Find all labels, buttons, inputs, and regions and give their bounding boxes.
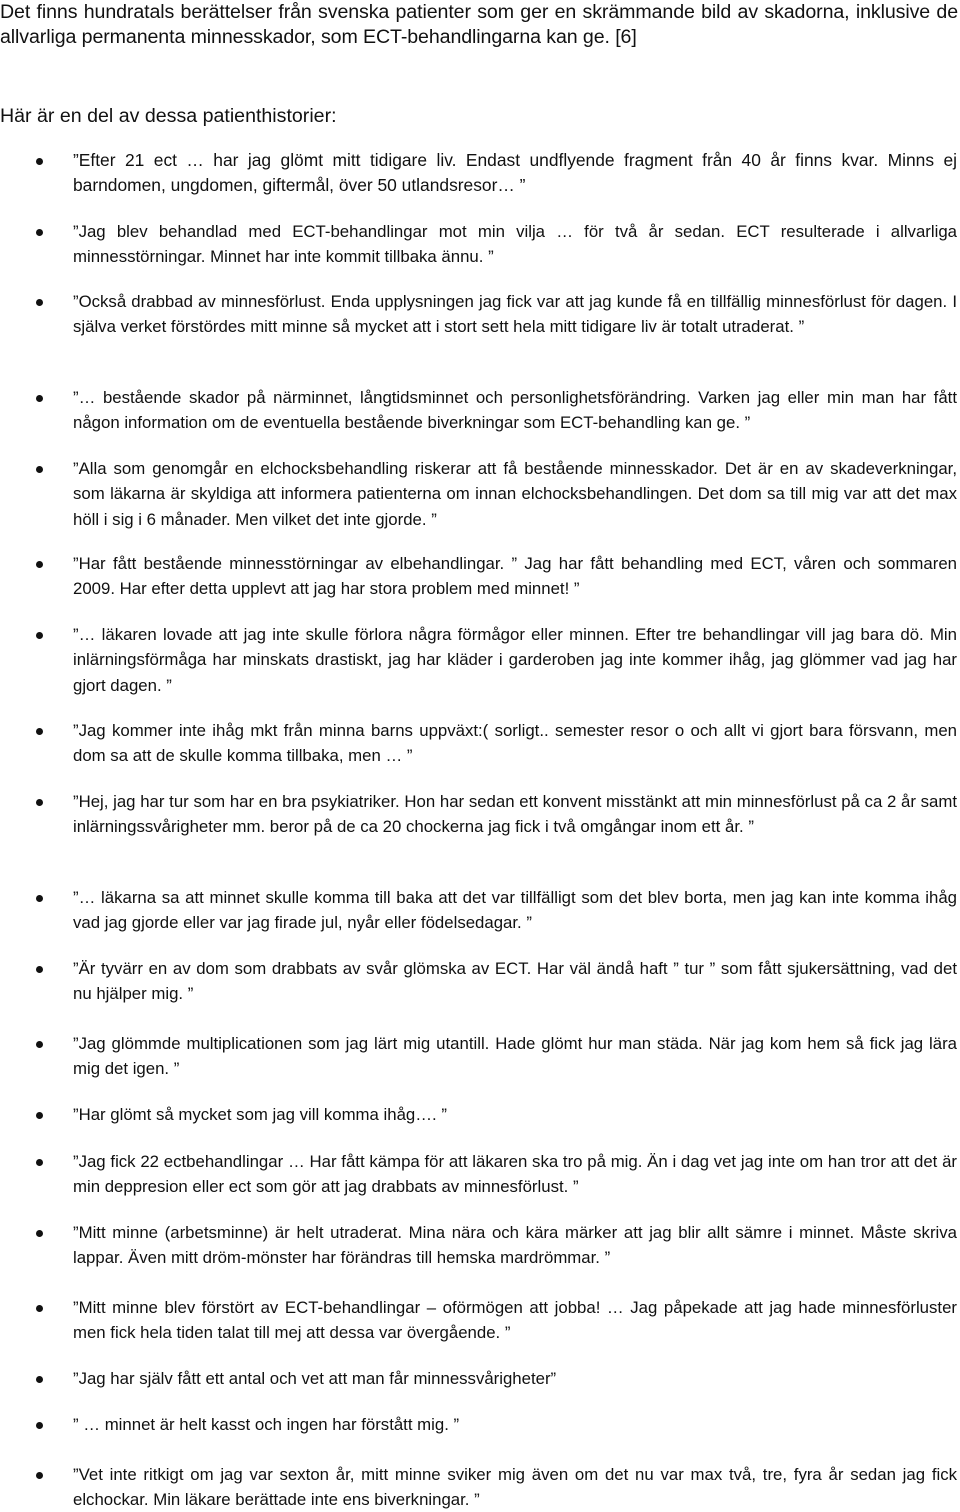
story-text: ”Jag glömmde multiplicationen som jag lärt mig utantill. Hade glömt hur man städa. När jag kom hem så fick jag lära mig det igen. ” (73, 1034, 957, 1079)
bullet-icon (36, 395, 43, 402)
bullet-icon (36, 966, 43, 973)
story-text: ”Har fått bestående minnesstörningar av elbehandlingar. ” Jag har fått behandling med ECT, våren och sommaren 2009. Har efter detta upplevt att jag har stora problem med minnet! ” (73, 554, 957, 599)
bullet-icon (36, 728, 43, 735)
story-text: ”Också drabbad av minnesförlust. Enda upplysningen jag fick var att jag kunde få en tillfällig minnesförlust för dagen. I själva verket förstördes mitt minne så mycket att i stort sett hela mitt tidigare liv är totalt utraderat. ” (73, 292, 957, 337)
bullet-icon (36, 1472, 43, 1479)
bullet-icon (36, 1112, 43, 1119)
story-text: ”… bestående skador på närminnet, långtidsminnet och personlighetsförändring. Varken jag eller min man har fått någon information om de eventuella bestående biverkningar som ECT-behandling kan ge. ” (73, 388, 957, 433)
bullet-icon (36, 1376, 43, 1383)
story-text: ”Har glömt så mycket som jag vill komma ihåg…. ” (73, 1105, 447, 1124)
story-text: ”Vet inte ritkigt om jag var sexton år, mitt minne sviker mig även om det nu var max två, tre, fyra år sedan jag fick elchockar. Min läkare berättade inte ens biverkningar. ” (73, 1465, 957, 1510)
bullet-icon (36, 895, 43, 902)
story-text: ”Jag fick 22 ectbehandlingar … Har fått kämpa för att läkaren ska tro på mig. Än i dag vet jag inte om han tror att det är min deppresion eller ect som gör att jag drabbats av minnesförlust. ” (73, 1152, 957, 1197)
bullet-icon (36, 229, 43, 236)
bullet-icon (36, 799, 43, 806)
bullet-icon (36, 632, 43, 639)
story-text: ”Jag kommer inte ihåg mkt från minna barns uppväxt:( sorligt.. semester resor o och allt vi gjort bara försvann, men dom sa att de skulle komma tillbaka, men … ” (73, 721, 957, 766)
story-text: ”Jag blev behandlad med ECT-behandlingar mot min vilja … för två år sedan. ECT resulterade i allvarliga minnesstörningar. Minnet har inte kommit tillbaka ännu. ” (73, 222, 957, 267)
section-heading: Här är en del av dessa patienthistorier: (0, 105, 337, 127)
bullet-icon (36, 158, 43, 165)
story-text: ”Mitt minne blev förstört av ECT-behandlingar – oförmögen att jobba! … Jag påpekade att jag hade minnesförluster men fick hela tiden talat till mej att dessa var övergående. ” (73, 1298, 957, 1343)
bullet-icon (36, 561, 43, 568)
bullet-icon (36, 1305, 43, 1312)
story-text: ” … minnet är helt kasst och ingen har förstått mig. ” (73, 1415, 460, 1434)
story-text: ”Mitt minne (arbetsminne) är helt utraderat. Mina nära och kära märker att jag blir allt sämre i minnet. Måste skriva lappar. Även mitt dröm-mönster har förändras till hemska mardrömmar. ” (73, 1223, 957, 1268)
story-text: ”Är tyvärr en av dom som drabbats av svår glömska av ECT. Har väl ändå haft ” tur ” som fått sjukersättning, vad det nu hjälper mig. ” (73, 959, 957, 1004)
bullet-icon (36, 1422, 43, 1429)
bullet-icon (36, 1159, 43, 1166)
story-text: ”Alla som genomgår en elchocksbehandling riskerar att få bestående minnesskador. Det är en av skadeverkningar, som läkarna är skyldiga att informera patienterna om innan elchocksbehandlingen. Det dom sa till mig var att det max höll i sig i 6 månader. Men vilket det inte gjorde. ” (73, 459, 957, 529)
story-text: ”Jag har själv fått ett antal och vet att man får minnessvårigheter” (73, 1369, 557, 1388)
story-text: ”Hej, jag har tur som har en bra psykiatriker. Hon har sedan ett konvent misstänkt att min minnesförlust på ca 2 år samt inlärningssvårigheter mm. beror på de ca 20 chockerna jag fick i två omgångar inom ett år. ” (73, 792, 957, 837)
story-text: ”Efter 21 ect … har jag glömt mitt tidigare liv. Endast undflyende fragment från 40 år finns kvar. Minns ej barndomen, ungdomen, giftermål, över 50 utlandsresor… ” (73, 150, 957, 196)
bullet-icon (36, 299, 43, 306)
story-text: ”… läkaren lovade att jag inte skulle förlora några förmågor eller minnen. Efter tre behandlingar vill jag bara dö. Min inlärningsförmåga har minskats drastiskt, jag har kläder i garderoben jag inte kommer ihåg, jag glömmer vad jag har gjort dagen. ” (73, 625, 957, 695)
intro-paragraph: Det finns hundratals berättelser från svenska patienter som ger en skrämmande bild av skadorna, inklusive de allvarliga permanenta minnesskador, som ECT-behandlingarna kan ge. [6] (0, 1, 958, 48)
bullet-icon (36, 1041, 43, 1048)
story-text: ”… läkarna sa att minnet skulle komma till baka att det var tillfälligt som det blev borta, men jag kan inte komma ihåg vad jag gjorde eller var jag firade jul, nyår eller födelsedagar. ” (73, 888, 957, 933)
bullet-icon (36, 1230, 43, 1237)
bullet-icon (36, 466, 43, 473)
